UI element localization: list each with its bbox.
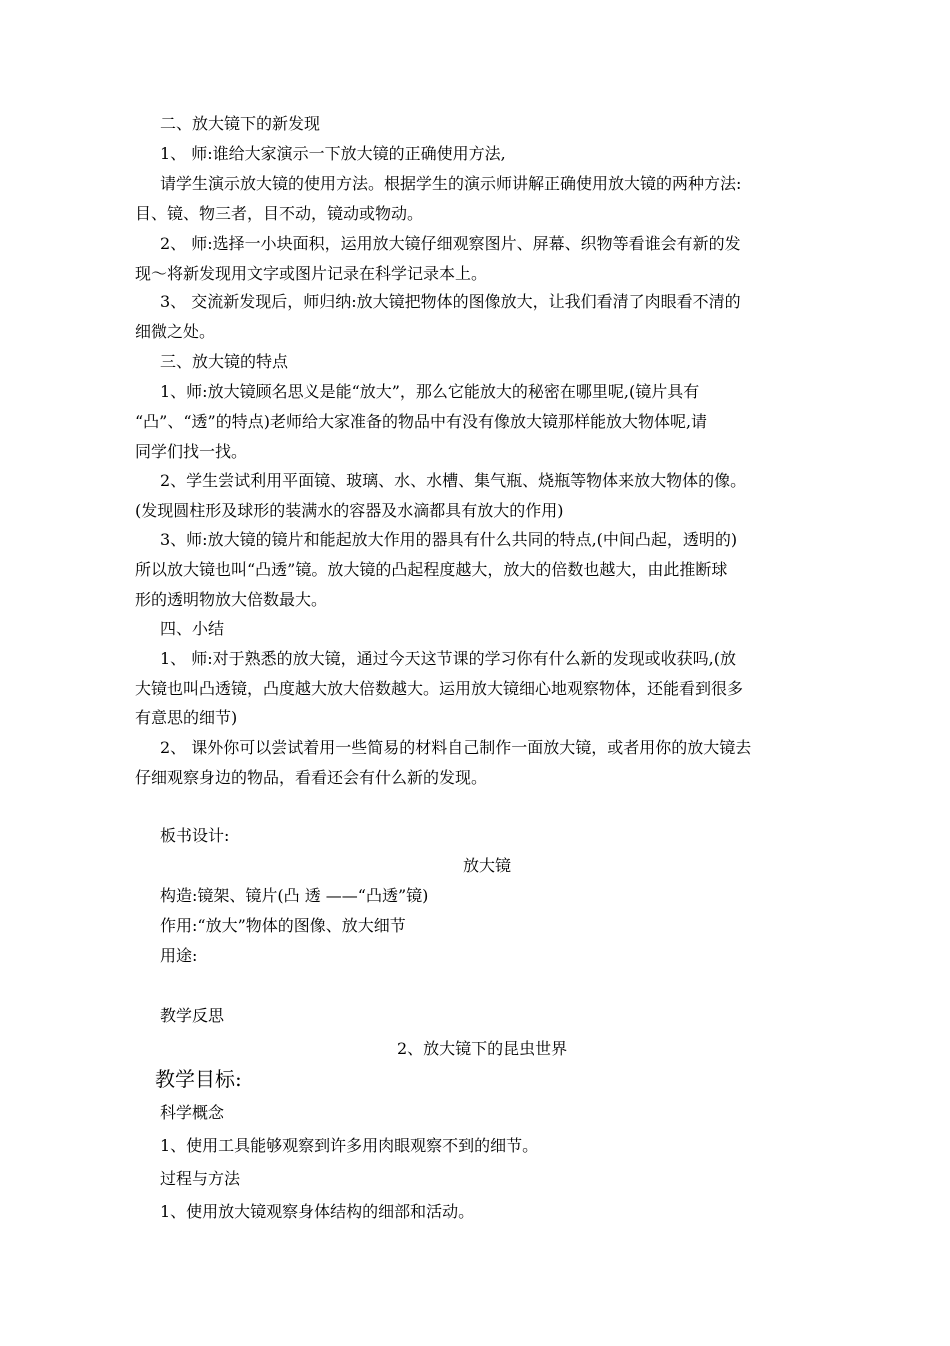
- paragraph-line: 现～将新发现用文字或图片记录在科学记录本上。: [135, 264, 488, 283]
- reflection-heading: 教学反思: [160, 1006, 225, 1025]
- process-heading: 过程与方法: [160, 1169, 241, 1188]
- paragraph-line: 3、 交流新发现后，师归纳:放大镜把物体的图像放大，让我们看清了肉眼看不清的: [160, 292, 741, 311]
- goals-heading: 教学目标:: [155, 1067, 242, 1091]
- board-title: 放大镜: [463, 856, 512, 875]
- paragraph-line: 大镜也叫凸透镜，凸度越大放大倍数越大。运用放大镜细心地观察物体，还能看到很多: [135, 679, 744, 698]
- paragraph-line: (发现圆柱形及球形的装满水的容器及水滴都具有放大的作用): [135, 501, 564, 520]
- paragraph-line: 有意思的细节): [135, 708, 238, 727]
- paragraph-line: 2、 课外你可以尝试着用一些简易的材料自己制作一面放大镜，或者用你的放大镜去: [160, 738, 752, 757]
- section-heading: 二、放大镜下的新发现: [160, 114, 321, 133]
- paragraph-line: 1、 师:对于熟悉的放大镜，通过今天这节课的学习你有什么新的发现或收获吗,(放: [160, 649, 736, 668]
- concept-heading: 科学概念: [160, 1103, 225, 1122]
- paragraph-line: 3、师:放大镜的镜片和能起放大作用的器具有什么共同的特点,(中间凸起，透明的): [160, 530, 738, 549]
- section-heading: 三、放大镜的特点: [160, 352, 289, 371]
- process-item: 1、使用放大镜观察身体结构的细部和活动。: [160, 1202, 475, 1221]
- paragraph-line: 2、学生尝试利用平面镜、玻璃、水、水槽、集气瓶、烧瓶等物体来放大物体的像。: [160, 471, 747, 490]
- board-usage: 用途:: [160, 946, 198, 965]
- paragraph-line: 1、师:放大镜顾名思义是能“放大”，那么它能放大的秘密在哪里呢,(镜片具有: [160, 382, 700, 401]
- paragraph-line: 请学生演示放大镜的使用方法。根据学生的演示师讲解正确使用放大镜的两种方法:: [160, 174, 742, 193]
- lesson-title: 2、放大镜下的昆虫世界: [397, 1039, 568, 1058]
- board-design-label: 板书设计:: [160, 826, 230, 845]
- paragraph-line: 所以放大镜也叫“凸透”镜。放大镜的凸起程度越大，放大的倍数也越大，由此推断球: [135, 560, 728, 579]
- paragraph-line: 同学们找一找。: [135, 442, 248, 461]
- board-function: 作用:“放大”物体的图像、放大细节: [160, 916, 406, 935]
- concept-item: 1、使用工具能够观察到许多用肉眼观察不到的细节。: [160, 1136, 539, 1155]
- paragraph-line: 形的透明物放大倍数最大。: [135, 590, 328, 609]
- paragraph-line: 目、镜、物三者，目不动，镜动或物动。: [135, 204, 424, 223]
- paragraph-line: “凸”、“透”的特点)老师给大家准备的物品中有没有像放大镜那样能放大物体呢,请: [135, 412, 708, 431]
- paragraph-line: 仔细观察身边的物品，看看还会有什么新的发现。: [135, 768, 488, 787]
- paragraph-line: 1、 师:谁给大家演示一下放大镜的正确使用方法,: [160, 144, 506, 163]
- section-heading: 四、小结: [160, 619, 225, 638]
- paragraph-line: 细微之处。: [135, 322, 216, 341]
- board-structure: 构造:镜架、镜片(凸 透 ——“凸透”镜): [160, 886, 429, 905]
- paragraph-line: 2、 师:选择一小块面积，运用放大镜仔细观察图片、屏幕、织物等看谁会有新的发: [160, 234, 741, 253]
